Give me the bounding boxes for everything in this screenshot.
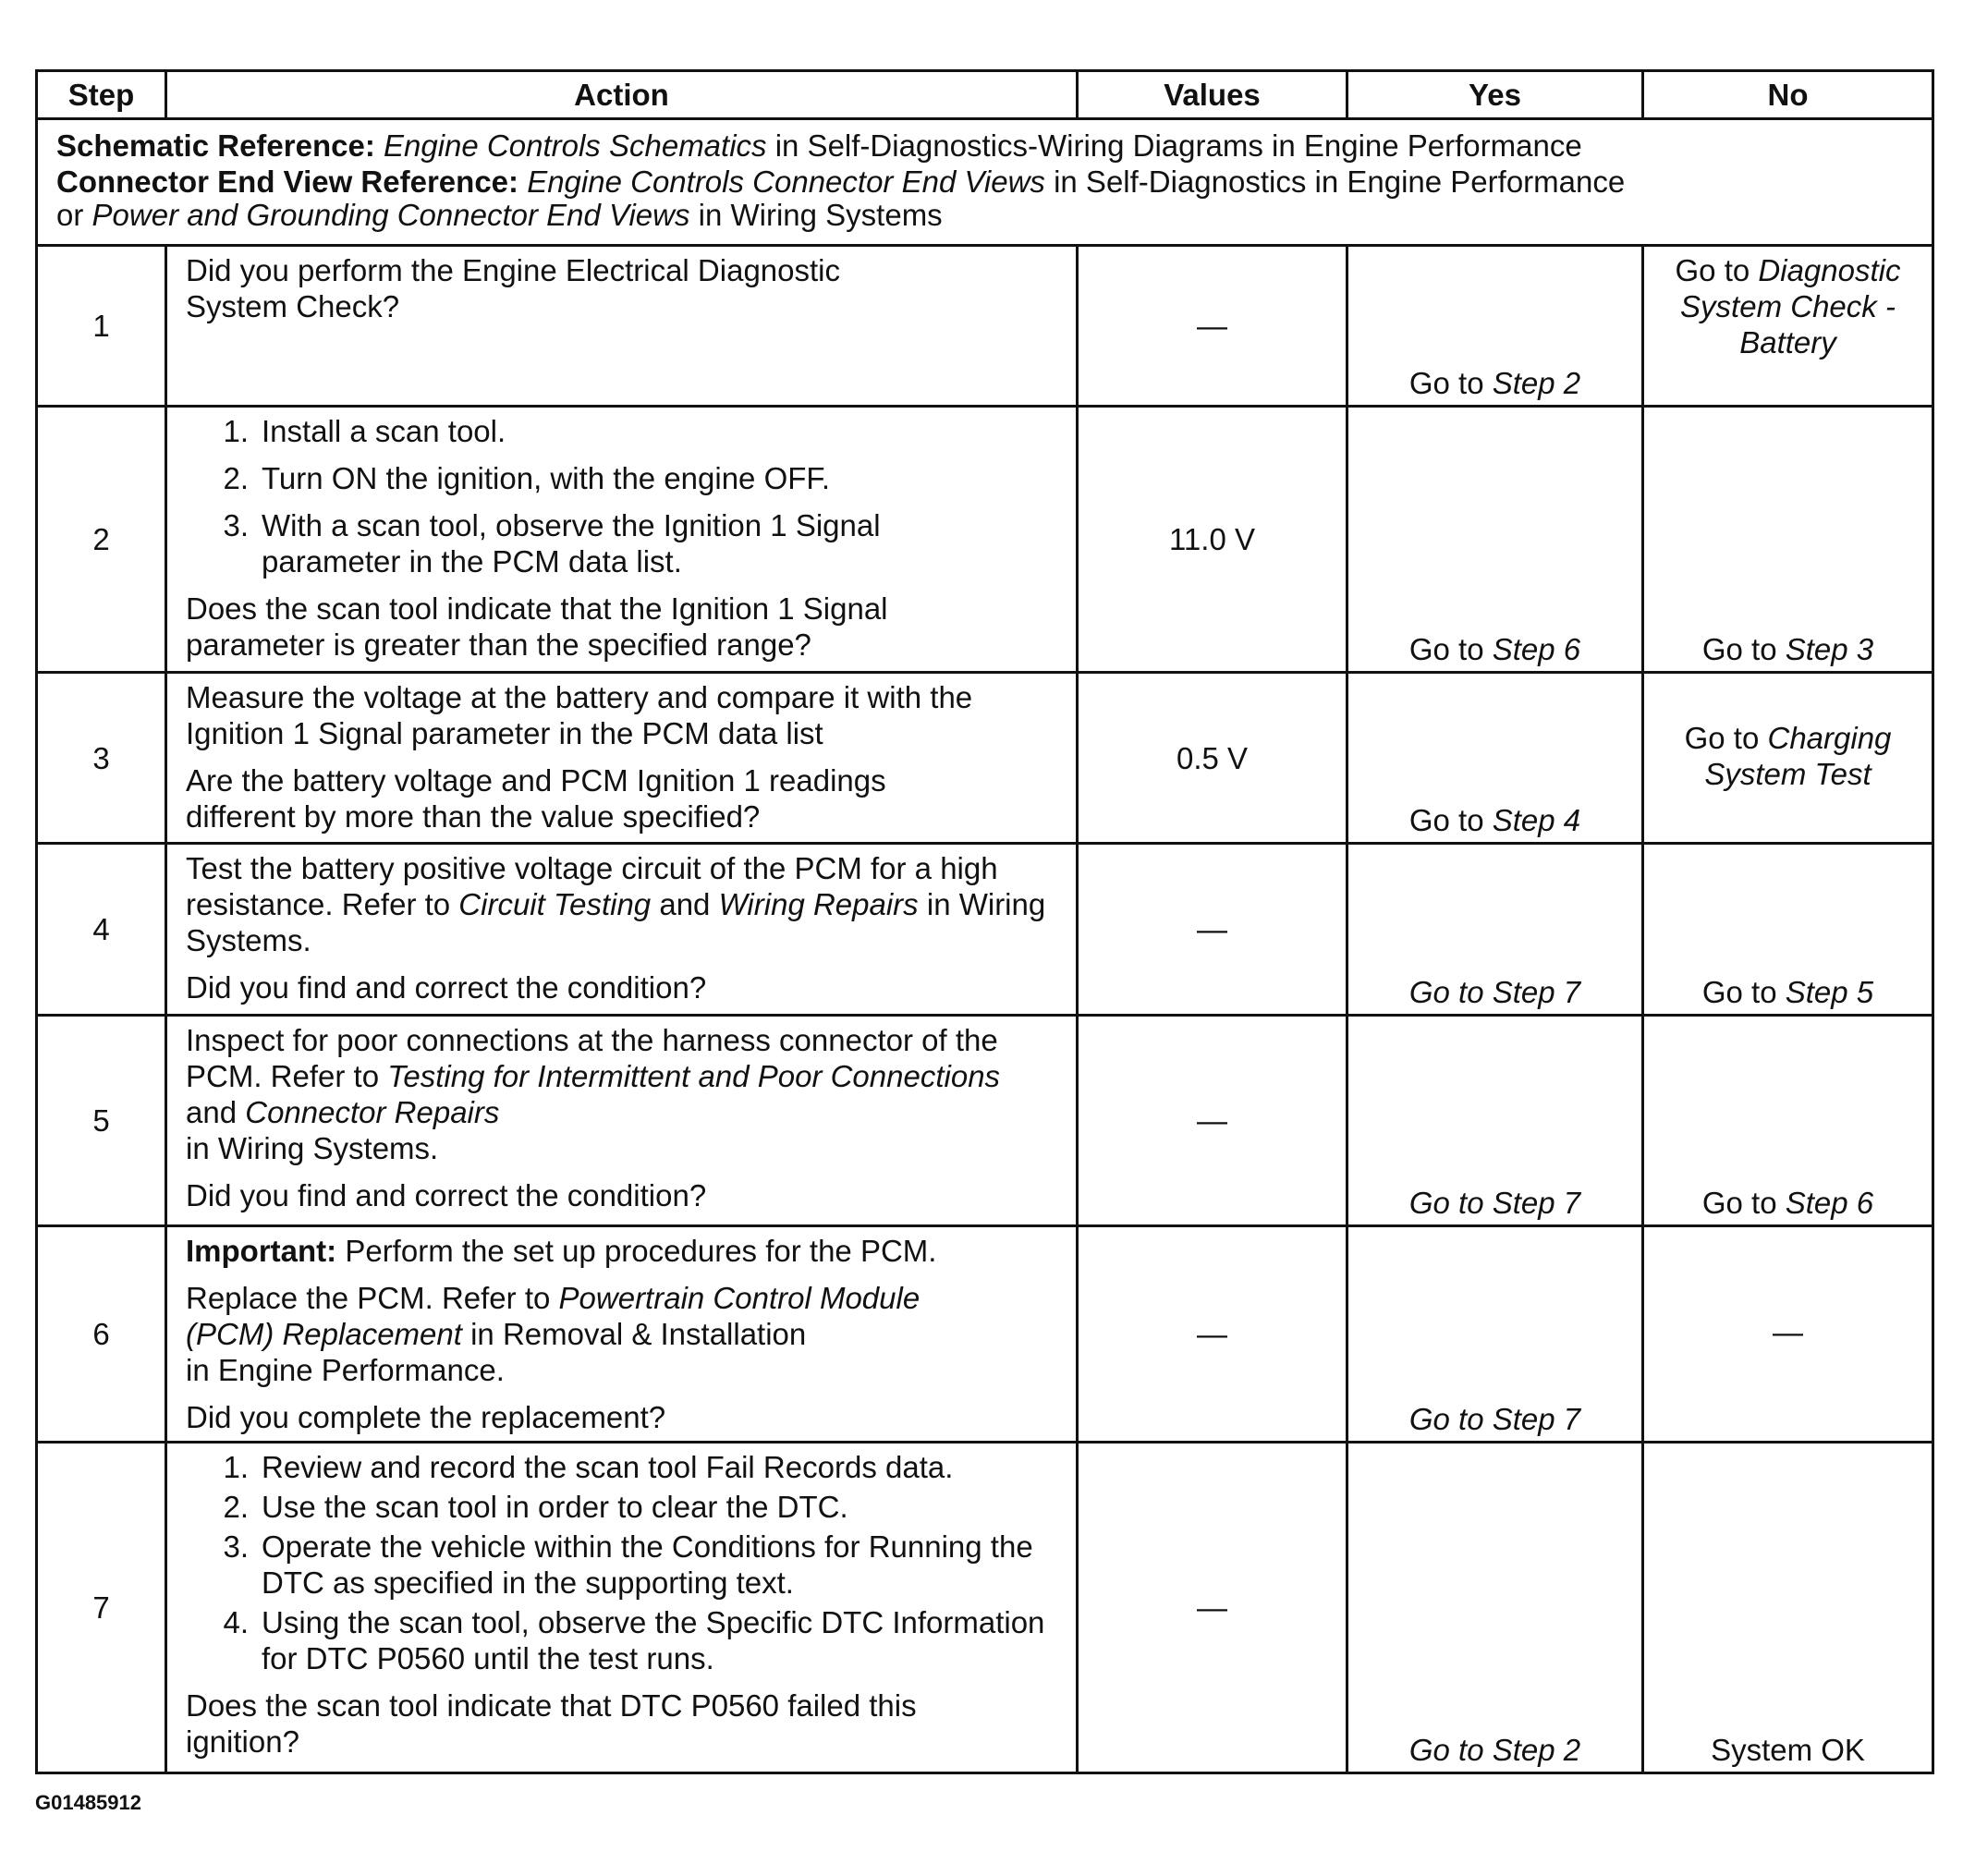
action-text: Measure the voltage at the battery and compare it with the Ignition 1 Signal parameter in the PCM data list xyxy=(186,680,973,750)
step-number: 1 xyxy=(37,246,166,407)
reference-row xyxy=(37,119,1933,246)
action-question: Are the battery voltage and PCM Ignition 1 readings different by more than the value specified? xyxy=(186,763,886,834)
step-number: 3 xyxy=(37,673,166,844)
yes-cell: Go to Step 7 xyxy=(1347,1226,1643,1443)
no-cell: Go to Step 5 xyxy=(1643,844,1933,1016)
header-values: Values xyxy=(1078,71,1347,119)
header-step: Step xyxy=(37,71,166,119)
no-cell: — xyxy=(1643,1226,1933,1443)
list-item: 4. Using the scan tool, observe the Specific DTC Information for DTC P0560 until the test runs. xyxy=(223,1605,1045,1675)
list-item: 1. Install a scan tool. xyxy=(223,414,506,448)
schematic-reference: Schematic Reference: Engine Controls Schematics in Self-Diagnostics-Wiring Diagrams in Engine Performance xyxy=(56,128,1582,163)
step-number: 7 xyxy=(37,1443,166,1773)
table-row xyxy=(37,246,1933,407)
important-note: Important: Perform the set up procedures for the PCM. xyxy=(186,1234,937,1268)
action-cell xyxy=(166,407,1078,673)
figure-id: G01485912 xyxy=(35,1791,141,1814)
power-ground-reference: or Power and Grounding Connector End Views in Wiring Systems xyxy=(56,198,943,232)
table-row xyxy=(37,673,1933,844)
step-number: 4 xyxy=(37,844,166,1016)
list-item: 2. Turn ON the ignition, with the engine OFF. xyxy=(223,461,831,495)
yes-cell: Go to Step 4 xyxy=(1347,673,1643,844)
no-cell: System OK xyxy=(1643,1443,1933,1773)
values-cell: — xyxy=(1078,1016,1347,1226)
action-question: Did you find and correct the condition? xyxy=(186,970,707,1005)
step-number: 5 xyxy=(37,1016,166,1226)
no-cell: Go to Step 3 xyxy=(1643,407,1933,673)
values-cell: — xyxy=(1078,844,1347,1016)
yes-cell: Go to Step 2 xyxy=(1347,1443,1643,1773)
list-item: 2. Use the scan tool in order to clear the DTC. xyxy=(223,1490,848,1524)
table-row xyxy=(37,1016,1933,1226)
procedure-list xyxy=(186,413,1067,579)
header-action: Action xyxy=(166,71,1078,119)
connector-reference: Connector End View Reference: Engine Controls Connector End Views in Self-Diagnostics in Engine Performance xyxy=(56,164,1626,199)
no-cell: Go to Step 6 xyxy=(1643,1016,1933,1226)
action-cell xyxy=(166,844,1078,1016)
diagnostic-table xyxy=(35,69,1934,1774)
step-number: 2 xyxy=(37,407,166,673)
step-number: 6 xyxy=(37,1226,166,1443)
yes-cell: Go to Step 7 xyxy=(1347,1016,1643,1226)
values-cell: — xyxy=(1078,246,1347,407)
values-cell: 0.5 V xyxy=(1078,673,1347,844)
action-text: Replace the PCM. Refer to Powertrain Control Module (PCM) Replacement in Removal & Installation in Engine Performance. xyxy=(186,1281,921,1387)
table-row xyxy=(37,844,1933,1016)
table-row xyxy=(37,1226,1933,1443)
action-cell xyxy=(166,1226,1078,1443)
yes-cell: Go to Step 7 xyxy=(1347,844,1643,1016)
values-cell: 11.0 V xyxy=(1078,407,1347,673)
action-question: Did you find and correct the condition? xyxy=(186,1178,707,1212)
action-question: Does the scan tool indicate that DTC P0560 failed this ignition? xyxy=(186,1688,917,1759)
list-item: 3. With a scan tool, observe the Ignition 1 Signal parameter in the PCM data list. xyxy=(223,508,881,579)
action-cell xyxy=(166,1443,1078,1773)
table-row xyxy=(37,407,1933,673)
action-text: Did you perform the Engine Electrical Diagnostic System Check? xyxy=(186,253,841,323)
header-row xyxy=(37,71,1933,119)
no-cell: Go to Diagnostic System Check - Battery xyxy=(1643,246,1933,407)
no-cell: Go to Charging System Test xyxy=(1643,673,1933,844)
header-no: No xyxy=(1643,71,1933,119)
values-cell: — xyxy=(1078,1226,1347,1443)
action-cell xyxy=(166,246,1078,407)
action-text: Inspect for poor connections at the harness connector of the PCM. Refer to Testing for Intermittent and Poor Connections and Connector Repairs in Wiring Systems. xyxy=(186,1023,1001,1165)
table-row xyxy=(37,1443,1933,1773)
yes-cell: Go to Step 2 xyxy=(1347,246,1643,407)
references-cell xyxy=(37,119,1933,246)
yes-cell: Go to Step 6 xyxy=(1347,407,1643,673)
action-cell xyxy=(166,673,1078,844)
action-cell xyxy=(166,1016,1078,1226)
action-question: Did you complete the replacement? xyxy=(186,1400,666,1434)
values-cell: — xyxy=(1078,1443,1347,1773)
header-yes: Yes xyxy=(1347,71,1643,119)
list-item: 3. Operate the vehicle within the Conditions for Running the DTC as specified in the supporting text. xyxy=(223,1529,1033,1600)
list-item: 1. Review and record the scan tool Fail Records data. xyxy=(223,1450,954,1484)
procedure-list xyxy=(186,1449,1067,1676)
action-text: Test the battery positive voltage circuit of the PCM for a high resistance. Refer to Circuit Testing and Wiring Repairs in Wiring Systems. xyxy=(186,851,1046,957)
action-question: Does the scan tool indicate that the Ignition 1 Signal parameter is greater than the specified range? xyxy=(186,591,888,662)
